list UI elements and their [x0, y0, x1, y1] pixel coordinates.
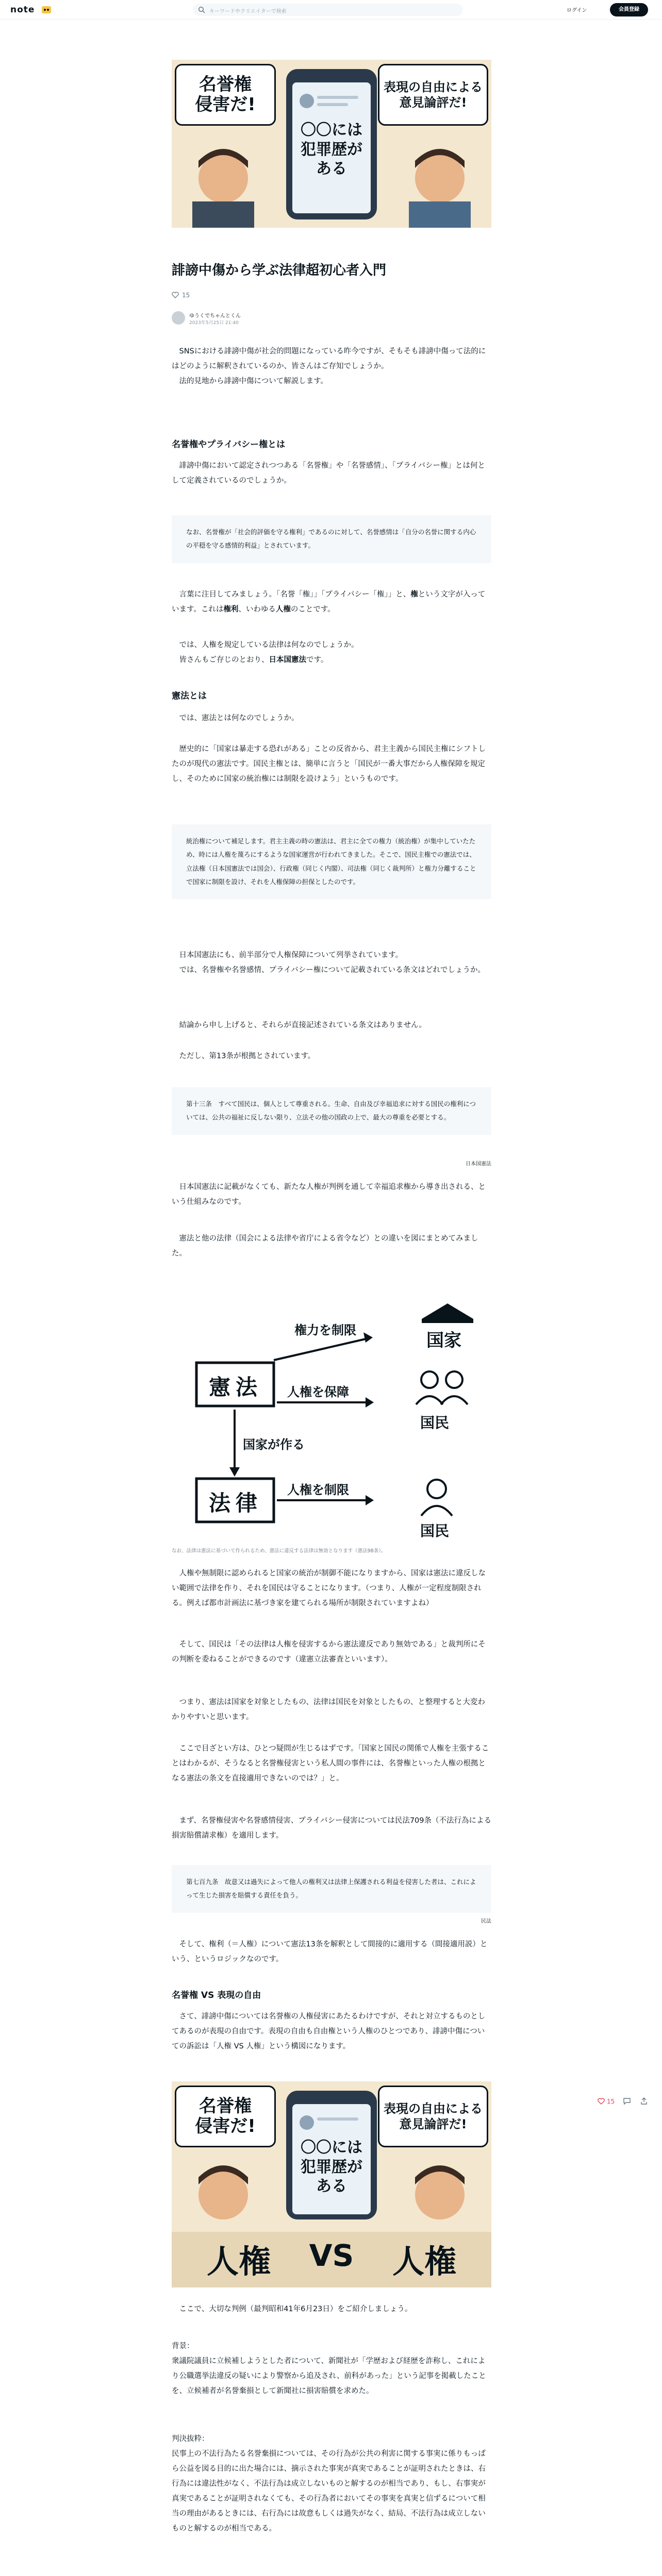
- vs-image: [172, 2081, 491, 2287]
- paragraph: ただし、第13条が根拠とされています。: [179, 1052, 316, 1060]
- blockquote: なお、名誉権が「社会的評価を守る権利」であるのに対して、名誉感情は「自分の名誉に関する内心の平穏を守る感情的利益」とされています。: [172, 515, 491, 563]
- figure-caption: なお、法律は憲法に基づいて作られるため、憲法に違反する法律は無効となります（憲法98条）。: [172, 1548, 386, 1554]
- blockquote: 第十三条 すべて国民は、個人として尊重される。生命、自由及び幸福追求に対する国民の権利については、公共の福祉に反しない限り、立法その他の国政の上で、最大の尊重を必要とする。: [172, 1087, 491, 1135]
- paragraph: SNSにおける誹謗中傷が社会的問題になっている昨今ですが、そもそも誹謗中傷って法的にはどのように解釈されているのか、皆さんはご存知でしょうか。 法的見地から誹謗中傷について解説します。: [172, 347, 486, 385]
- paragraph: では、人権を規定している法律は何なのでしょうか。 皆さんもご存じのとおり、日本国憲法です。: [179, 641, 359, 664]
- hero-image: [172, 60, 491, 228]
- constitution-diagram: [172, 1283, 491, 1540]
- paragraph: さて、誹謗中傷については名誉権の人権侵害にあたるわけですが、それと対立するものとしてあるのが表現の自由です。表現の自由も自由権という人権のひとつであり、誹謗中傷についての訴訟は「人権 VS 人権」という構図になります。: [172, 2012, 486, 2050]
- diagram-kokumin-mid: 国民: [420, 1414, 450, 1431]
- section-heading: 憲法とは: [172, 691, 207, 701]
- diagram-down-arrow-label: 国家が作る: [243, 1437, 305, 1452]
- diagram-bottom-arrow-label: 人権を制限: [287, 1483, 349, 1497]
- signup-button[interactable]: 会員登録: [610, 3, 648, 16]
- paragraph: 判決抜粋： 民事上の不法行為たる名誉棄損については、その行為が公共の利害に関する事実に係りもっぱら公益を図る目的に出た場合には、摘示された事実が真実であることが証明されたときは、右行為には違法性がなく、不法行為は成立しないものと解するのが相当であり、もし、右事実が真実であることが証明されなくても、その行為者においてその事実を真実と信ずるについて相当の理由があるときには、右行為には故意もしくは過失がなく、結局、不法行為は成立しないものと解するのが相当である。: [172, 2435, 486, 2533]
- like-count-top[interactable]: 15: [172, 292, 190, 299]
- diagram-mid-arrow-label: 人権を保障: [287, 1385, 349, 1399]
- diagram-kenpo: 憲法: [208, 1375, 262, 1400]
- paragraph: つまり、憲法は国家を対象としたもの、法律は国民を対象としたもの、と整理すると大変わかりやすいと思います。: [172, 1698, 485, 1721]
- paragraph: ここで目ざとい方は、ひとつ疑問が生じるはずです。「国家と国民の関係で人権を主張することはわかるが、そうなると名誉権侵害という私人間の事件には、名誉権といった人権の根拠となる憲法の条文を直接適用できないのでは？」と。: [172, 1744, 489, 1783]
- paragraph: では、憲法とは何なのでしょうか。: [179, 714, 299, 722]
- badge-icon: [41, 5, 52, 14]
- paragraph: そして、権利（＝人権）について憲法13条を解釈として間接的に適用する（間接適用説）という、というロジックなのです。: [172, 1940, 488, 1963]
- vs-phone-text: 〇〇には 犯罪歴が ある: [301, 2139, 362, 2195]
- side-actions: [623, 2097, 648, 2107]
- diagram-horitsu: 法律: [208, 1490, 262, 1516]
- share-icon[interactable]: [640, 2097, 648, 2105]
- paragraph: まず、名誉権侵害や名誉感情侵害、プライバシー侵害については民法709条（不法行為による損害賠償請求権）を適用します。: [172, 1817, 491, 1840]
- author-name[interactable]: ゆうくでちゃんとくん: [189, 313, 241, 319]
- vs-right-label: 人権: [392, 2243, 456, 2280]
- search-placeholder: キーワードやクリエイターで検索: [209, 9, 287, 14]
- diagram-kokumin-bottom: 国民: [420, 1522, 450, 1539]
- phone-text: 〇〇には 犯罪歴が ある: [301, 121, 362, 178]
- citation: 民法: [481, 1919, 491, 1924]
- heart-icon: [172, 292, 179, 298]
- vs-left-label: 人権: [206, 2243, 271, 2280]
- comment-icon[interactable]: [623, 2097, 631, 2105]
- diagram-top-arrow-label: 権力を制限: [294, 1323, 356, 1337]
- blockquote: 第七百九条 故意又は過失によって他人の権利又は法律上保護される利益を侵害した者は、これによって生じた損害を賠償する責任を負う。: [172, 1865, 491, 1913]
- login-link[interactable]: ログイン: [567, 8, 587, 13]
- publish-date: 2023年5月25日 21:40: [189, 320, 239, 326]
- vs-bubble-left: 名誉権 侵害だ!: [175, 2086, 276, 2147]
- paragraph: 背景： 衆議院議員に立候補しようとした者について、新聞社が「学歴および経歴を詐称し、これにより公職選挙法違反の疑いにより警察から追及され、前科があった」という記事を掲載したことを、立候補者が名誉棄損として新聞社に損害賠償を求めた。: [172, 2342, 486, 2395]
- diagram-kokka: 国家: [426, 1330, 461, 1351]
- blockquote: 統治権について補足します。君主主義の時の憲法は、君主に全ての権力（統治権）が集中していたため、時には人権を蔑ろにするような国家運営が行われてきました。そこで、国民主権での憲法では、立法権（日本国憲法では国会）、行政権（同じく内閣）、司法権（同じく裁判所）と権力分離することで国家に制限を設け、それを人権保障の担保としたのです。: [172, 824, 491, 899]
- note-logo[interactable]: note: [10, 5, 52, 15]
- paragraph: 人権や無制限に認められると国家の統治が制御不能になりますから、国家は憲法に違反しない範囲で法律を作り、それを国民は守ることになります。（つまり、人権が一定程度制限される。例えば都市計画法に基づき家を建てられる場所が制限されていますよね）: [172, 1569, 486, 1607]
- vs-bubble-right: 表現の自由による 意見論評だ!: [378, 2086, 488, 2147]
- search-input[interactable]: [193, 4, 463, 16]
- bubble-left: 名誉権 侵害だ!: [175, 64, 276, 126]
- site-header: [0, 0, 662, 20]
- side-like-button[interactable]: 15: [598, 2098, 615, 2105]
- section-heading: 名誉権やプライバシー権とは: [172, 439, 286, 450]
- paragraph: 歴史的に「国家は暴走する恐れがある」ことの反省から、君主主義から国民主権にシフトしたのが現代の憲法です。国民主権とは、簡単に言うと「国民が一番大事だから人権保障を規定し、そのために国家の統治権には制限を設けよう」というものです。: [172, 745, 486, 783]
- section-heading: 名誉権 VS 表現の自由: [172, 1990, 261, 2001]
- avatar[interactable]: [172, 311, 185, 325]
- vs-label: VS: [309, 2238, 354, 2273]
- paragraph: 結論から申し上げると、それらが直接記述されている条文はありません。: [179, 1021, 426, 1029]
- article-title: 誹謗中傷から学ぶ法律超初心者入門: [172, 263, 387, 278]
- bubble-right: 表現の自由による 意見論評だ!: [378, 64, 488, 126]
- paragraph: 言葉に注目してみましょう。「名誉「権」」「プライバシー「権」」と、権という文字が入っています。これは権利、いわゆる人権のことです。: [172, 590, 486, 614]
- search-icon: [198, 6, 205, 13]
- paragraph: 憲法と他の法律（国会による法律や省庁による省令など）との違いを図にまとめてみました。: [172, 1234, 478, 1258]
- heart-filled-icon: [598, 2098, 605, 2105]
- paragraph: 日本国憲法に記載がなくても、新たな人権が判例を通して幸福追求権から導き出される、という仕組みなのです。: [172, 1183, 486, 1206]
- paragraph: ここで、大切な判例（最判昭和41年6月23日）をご紹介しましょう。: [179, 2305, 412, 2313]
- citation: 日本国憲法: [466, 1161, 491, 1167]
- paragraph: 誹謗中傷において認定されつつある「名誉権」や「名誉感情」、「プライバシー権」とは何として定義されているのでしょうか。: [172, 462, 485, 485]
- paragraph: そして、国民は「その法律は人権を侵害するから憲法違反であり無効である」と裁判所にその判断を委ねることができるのです（違憲立法審査といいます）。: [172, 1640, 486, 1664]
- paragraph: 日本国憲法にも、前半部分で人権保障について列挙されています。 では、名誉権や名誉感情、プライバシー権について記載されている条文はどれでしょうか。: [179, 951, 485, 974]
